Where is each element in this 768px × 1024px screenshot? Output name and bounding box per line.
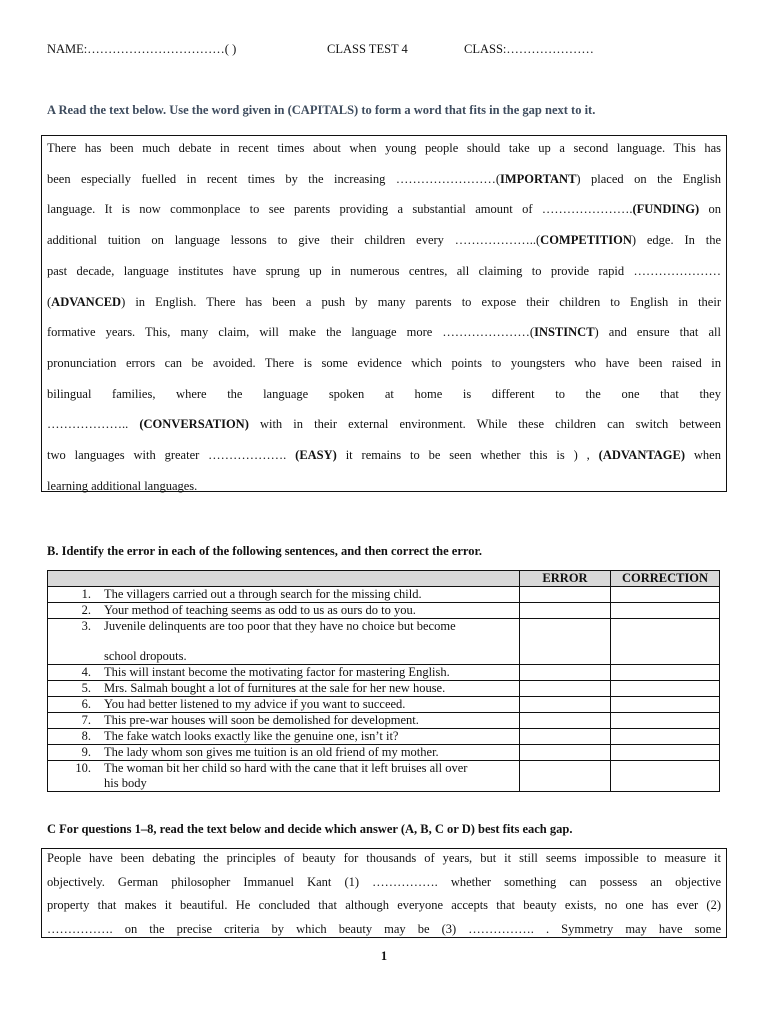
sentence-text — [101, 713, 520, 729]
section-a-title: A Read the text below. Use the word given in (CAPITALS) to form a word that fits in the gap next to it. — [47, 103, 596, 117]
sentence-line: This will instant become the motivating factor for mastering English. — [104, 665, 450, 679]
passage-text: bilingual families, where the language spoken at home is different to the one that they — [47, 386, 721, 401]
sentence-text — [101, 587, 520, 603]
correction-cell[interactable] — [611, 697, 720, 713]
table-row — [48, 587, 720, 603]
capital-word: (ADVANTAGE) — [598, 448, 686, 462]
sentence-number: 9. — [48, 745, 102, 761]
error-cell[interactable] — [520, 697, 611, 713]
passage-text: with in their external environment. While these children can switch between — [248, 417, 721, 432]
sentence-line: The fake watch looks exactly like the genuine one, isn’t it? — [104, 729, 399, 743]
sentence-line: The villagers carried out a through search for the missing child. — [104, 587, 422, 601]
capital-word: ADVANCED — [51, 294, 122, 309]
passage-c-line: ……………. on the precise criteria by which beauty may be (3) ……………. . Symmetry may have some — [47, 921, 721, 936]
passage-a-line — [47, 446, 721, 464]
correction-cell[interactable] — [611, 587, 720, 603]
passage-a-line — [47, 262, 721, 280]
capital-word: IMPORTANT — [500, 171, 577, 186]
sentence-number: 8. — [48, 729, 102, 745]
correction-cell[interactable] — [611, 761, 720, 792]
correction-cell[interactable] — [611, 713, 720, 729]
table-row — [48, 729, 720, 745]
capital-word: COMPETITION — [540, 233, 632, 248]
table-row — [48, 713, 720, 729]
passage-a-line — [47, 323, 721, 341]
sentence-number: 6. — [48, 697, 102, 713]
correction-cell[interactable] — [611, 745, 720, 761]
table-row — [48, 665, 720, 681]
error-cell[interactable] — [520, 745, 611, 761]
sentence-number: 10. — [48, 761, 102, 792]
correction-cell[interactable] — [611, 681, 720, 697]
correction-column-header: CORRECTION — [611, 571, 720, 587]
sentence-number: 3. — [48, 619, 102, 665]
table-header-row — [48, 571, 720, 587]
passage-text: There has been much debate in recent times about when young people should take up a second language. This has — [47, 141, 721, 155]
table-row — [48, 697, 720, 713]
passage-text: it remains to be seen whether this is ) , — [336, 448, 599, 462]
sentence-text — [101, 729, 520, 745]
section-c-passage — [41, 848, 727, 938]
test-title: CLASS TEST 4 — [327, 42, 408, 56]
error-column-header: ERROR — [520, 571, 611, 587]
error-cell[interactable] — [520, 665, 611, 681]
sentence-line: The lady whom son gives me tuition is an old friend of my mother. — [104, 745, 439, 759]
sentence-text — [101, 665, 520, 681]
capital-word: (EASY) — [295, 448, 337, 462]
passage-text: ) in English. There has been a push by many parents to expose their children to English in their — [121, 294, 721, 309]
capital-word: INSTINCT — [534, 325, 595, 340]
sentence-number: 4. — [48, 665, 102, 681]
table-row — [48, 761, 720, 792]
sentence-number: 5. — [48, 681, 102, 697]
sentence-line: Your method of teaching seems as odd to us as ours do to you. — [104, 603, 416, 617]
passage-a-line — [47, 170, 721, 188]
passage-a-line — [47, 139, 721, 157]
sentence-line: You had better listened to my advice if you want to succeed. — [104, 697, 406, 711]
passage-a-line — [47, 385, 721, 403]
passage-text: ……………….. — [47, 417, 140, 432]
error-cell[interactable] — [520, 619, 611, 665]
passage-text: been especially fuelled in recent times by the increasing ……………………( — [47, 171, 500, 186]
sentence-line: Juvenile delinquents are too poor that they have no choice but become — [104, 619, 456, 633]
sentence-text — [101, 697, 520, 713]
passage-text: language. It is now commonplace to see parents providing a substantial amount of …………………. — [47, 202, 633, 217]
sentence-line: school dropouts. — [104, 649, 187, 663]
passage-a-line — [47, 293, 721, 311]
sentence-text — [101, 761, 520, 792]
sentence-number: 1. — [48, 587, 102, 603]
table-row — [48, 745, 720, 761]
table-row — [48, 603, 720, 619]
error-cell[interactable] — [520, 713, 611, 729]
page-number: 1 — [380, 949, 388, 963]
sentence-number: 7. — [48, 713, 102, 729]
correction-cell[interactable] — [611, 619, 720, 665]
error-cell[interactable] — [520, 587, 611, 603]
passage-a-line — [47, 200, 721, 218]
section-b-title: B. Identify the error in each of the following sentences, and then correct the error. — [47, 544, 483, 558]
correction-cell[interactable] — [611, 729, 720, 745]
sentence-number: 2. — [48, 603, 102, 619]
sentence-line: Mrs. Salmah bought a lot of furnitures at the sale for her new house. — [104, 681, 446, 695]
error-cell[interactable] — [520, 729, 611, 745]
table-header-blank — [48, 571, 520, 587]
passage-a-line — [47, 231, 721, 249]
sentence-line: his body — [104, 776, 147, 790]
sentence-text — [101, 681, 520, 697]
passage-text: past decade, language institutes have sprung up in numerous centres, all claiming to provide rapid ………………… — [47, 263, 721, 278]
passage-text: additional tuition on language lessons to give their children every ………………..( — [47, 233, 541, 248]
class-field: CLASS:………………… — [464, 42, 594, 56]
header — [47, 42, 738, 64]
passage-a-line — [47, 354, 721, 372]
correction-cell[interactable] — [611, 665, 720, 681]
sentence-line: This pre-war houses will soon be demolished for development. — [104, 713, 419, 727]
passage-text: ) and ensure that all — [594, 325, 721, 340]
passage-text: on — [699, 202, 721, 217]
passage-text: two languages with greater ………………. — [47, 448, 296, 462]
sentence-text — [101, 745, 520, 761]
passage-text: formative years. This, many claim, will make the language more …………………( — [47, 325, 535, 340]
error-correction-table — [47, 570, 720, 792]
error-cell[interactable] — [520, 681, 611, 697]
passage-a-line — [47, 415, 721, 433]
passage-text: when — [685, 448, 721, 462]
passage-text: ) edge. In the — [631, 233, 721, 248]
section-c-title: C For questions 1–8, read the text below and decide which answer (A, B, C or D) best fits each gap. — [47, 822, 573, 836]
sentence-line: The woman bit her child so hard with the cane that it left bruises all over — [104, 761, 468, 775]
passage-c-line: objectively. German philosopher Immanuel Kant (1) ……………. whether something can possess an objective — [47, 874, 721, 889]
passage-text: ( — [47, 294, 52, 309]
error-cell[interactable] — [520, 603, 611, 619]
passage-text: pronunciation errors can be avoided. There is some evidence which points to youngsters who have been raised in — [47, 355, 721, 370]
passage-text: learning additional languages. — [47, 478, 198, 493]
table-row — [48, 619, 720, 665]
name-field: NAME:……………………………( ) — [47, 42, 237, 56]
sentence-line — [104, 634, 516, 649]
section-a-passage — [41, 135, 727, 492]
table-row — [48, 681, 720, 697]
passage-a-line — [47, 477, 721, 495]
passage-c-line: property that makes it beautiful. He concluded that although everyone accepts that beauty exists, no one has ever (2) — [47, 898, 721, 912]
capital-word: (FUNDING) — [632, 202, 700, 217]
passage-c-line: People have been debating the principles of beauty for thousands of years, but it still seems impossible to measure it — [47, 851, 721, 865]
sentence-text — [101, 619, 520, 665]
passage-text: ) placed on the English — [576, 171, 721, 186]
correction-cell[interactable] — [611, 603, 720, 619]
capital-word: (CONVERSATION) — [139, 417, 249, 432]
sentence-text — [101, 603, 520, 619]
error-cell[interactable] — [520, 761, 611, 792]
